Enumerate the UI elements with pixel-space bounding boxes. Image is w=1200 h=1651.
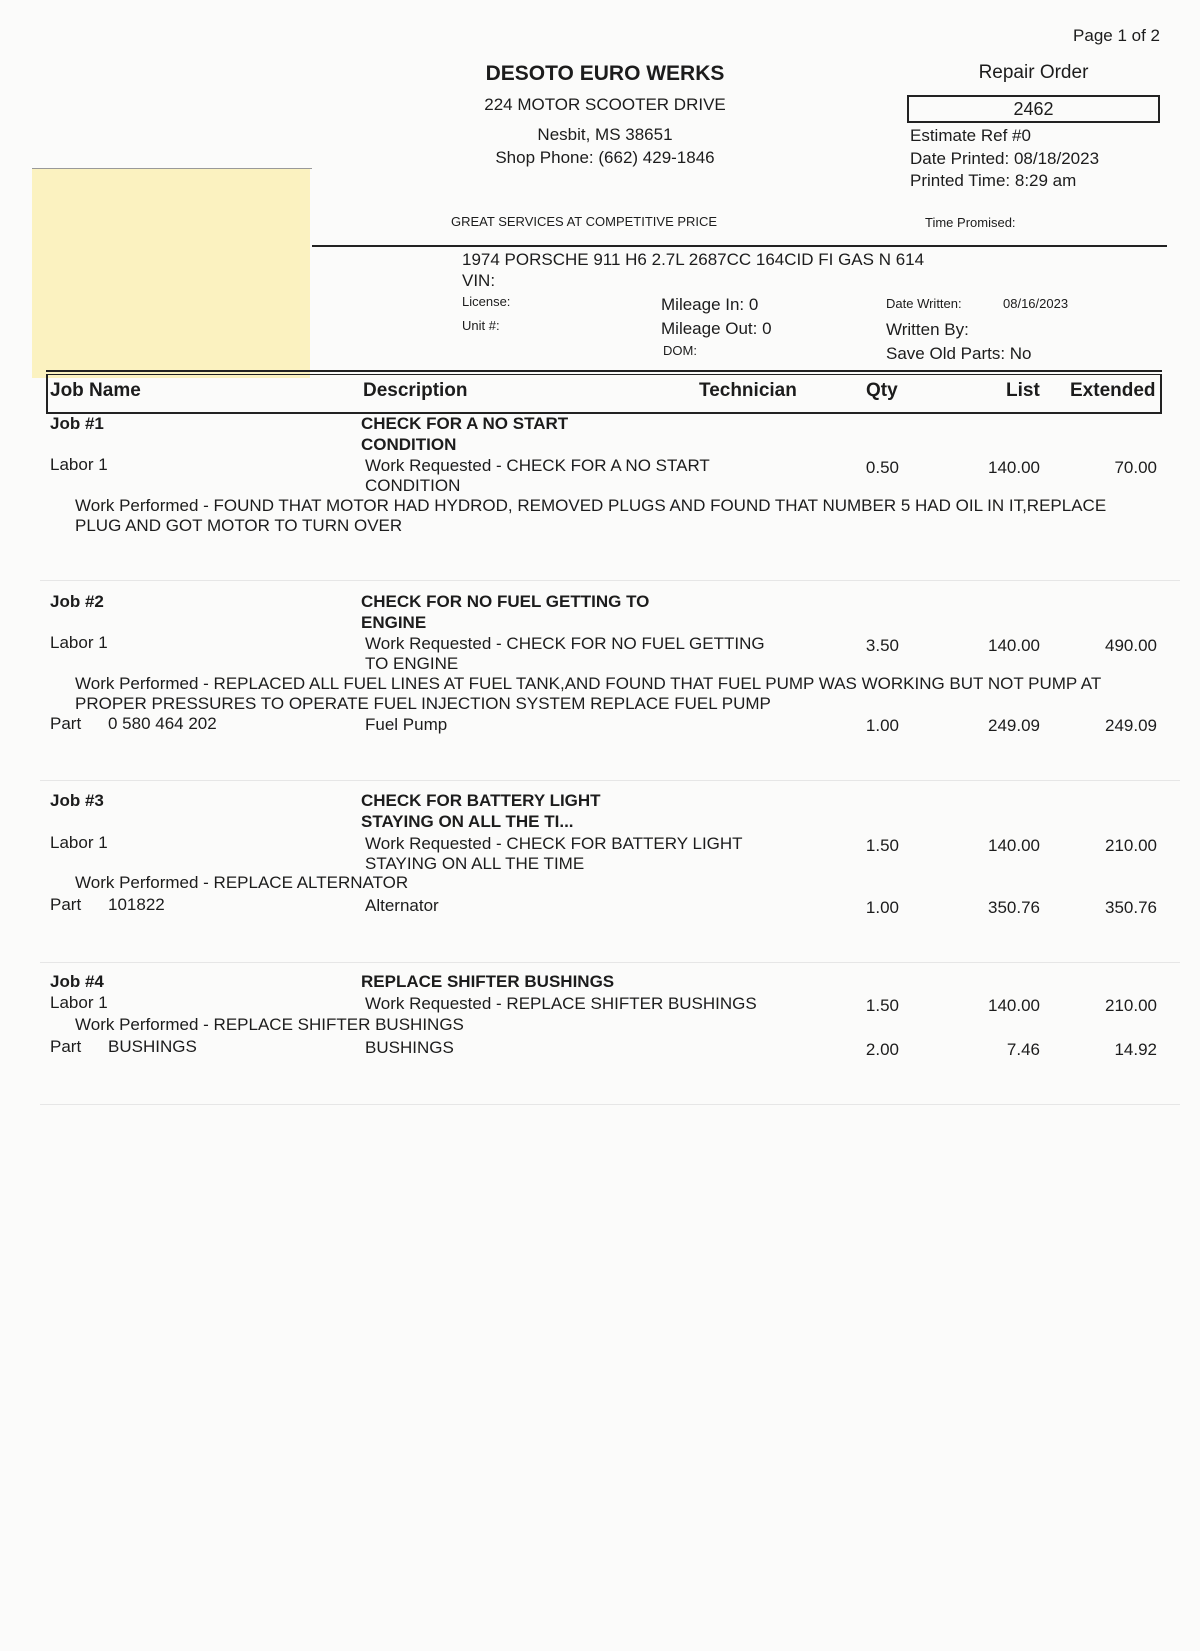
- vehicle-description: 1974 PORSCHE 911 H6 2.7L 2687CC 164CID FI GAS N 614: [462, 250, 925, 269]
- written-by: Written By:: [886, 320, 969, 339]
- work-performed-line2: PLUG AND GOT MOTOR TO TURN OVER: [75, 516, 403, 535]
- job-title-line1: CHECK FOR A NO START: [361, 414, 569, 433]
- shop-city: Nesbit, MS 38651: [537, 125, 673, 144]
- work-requested-line2: CONDITION: [365, 476, 461, 495]
- header-divider: [312, 245, 1167, 247]
- date-printed: Date Printed: 08/18/2023: [910, 149, 1100, 168]
- part-list: 7.46: [1006, 1040, 1040, 1059]
- work-performed-line2: PROPER PRESSURES TO OPERATE FUEL INJECTION SYSTEM REPLACE FUEL PUMP: [75, 694, 771, 713]
- save-old-parts: Save Old Parts: No: [886, 344, 1032, 363]
- repair-order-title: Repair Order: [978, 62, 1089, 83]
- labor-list: 140.00: [988, 996, 1040, 1015]
- job-title-line1: CHECK FOR BATTERY LIGHT: [361, 791, 601, 810]
- part-qty: 1.00: [865, 898, 899, 917]
- part-number: 101822: [108, 895, 165, 914]
- repair-order-number: 2462: [907, 95, 1160, 123]
- job-label: Job #1: [50, 414, 104, 433]
- labor-list: 140.00: [988, 836, 1040, 855]
- shop-address: 224 MOTOR SCOOTER DRIVE: [484, 95, 726, 114]
- job-title-line2: STAYING ON ALL THE TI...: [361, 812, 574, 831]
- labor-label: Labor 1: [50, 833, 108, 852]
- work-requested-line2: STAYING ON ALL THE TIME: [365, 854, 585, 873]
- labor-extended: 210.00: [1105, 996, 1157, 1015]
- work-requested-line1: Work Requested - CHECK FOR BATTERY LIGHT: [365, 834, 743, 853]
- page-indicator: Page 1 of 2: [1073, 26, 1160, 45]
- labor-qty: 1.50: [865, 836, 899, 855]
- printed-time: Printed Time: 8:29 am: [910, 171, 1077, 190]
- labor-qty: 3.50: [865, 636, 899, 655]
- job-title-line2: ENGINE: [361, 613, 427, 632]
- date-written-value: 08/16/2023: [1003, 296, 1069, 311]
- part-description: BUSHINGS: [365, 1038, 454, 1057]
- sticky-note-edge: [32, 168, 312, 169]
- labor-extended: 210.00: [1105, 836, 1157, 855]
- work-performed-line1: Work Performed - REPLACE ALTERNATOR: [75, 873, 409, 892]
- labor-extended: 70.00: [1114, 458, 1157, 477]
- job-label: Job #3: [50, 791, 104, 810]
- col-job-name: Job Name: [50, 380, 141, 401]
- part-extended: 14.92: [1114, 1040, 1157, 1059]
- work-performed-line1: Work Performed - FOUND THAT MOTOR HAD HYDROD, REMOVED PLUGS AND FOUND THAT NUMBER 5 HAD OIL IN IT,REPLACE: [75, 496, 1107, 515]
- columns-top-rule: [46, 370, 1162, 372]
- mileage-out: Mileage Out: 0: [661, 319, 772, 338]
- work-performed-line1: Work Performed - REPLACED ALL FUEL LINES AT FUEL TANK,AND FOUND THAT FUEL PUMP WAS WORKING BUT NOT PUMP AT: [75, 674, 1102, 693]
- job-divider: [40, 780, 1180, 781]
- columns-header-box: [46, 374, 1162, 414]
- job-title-line1: REPLACE SHIFTER BUSHINGS: [361, 972, 615, 991]
- redaction-sticky-note: [32, 168, 310, 378]
- vin-label: VIN:: [462, 271, 496, 290]
- job-title-line1: CHECK FOR NO FUEL GETTING TO: [361, 592, 650, 611]
- shop-slogan: GREAT SERVICES AT COMPETITIVE PRICE: [451, 214, 718, 229]
- job-divider: [40, 1104, 1180, 1105]
- work-requested-line1: Work Requested - CHECK FOR A NO START: [365, 456, 710, 475]
- col-technician: Technician: [699, 380, 797, 401]
- job-divider: [40, 962, 1180, 963]
- part-qty: 2.00: [865, 1040, 899, 1059]
- labor-label: Labor 1: [50, 633, 108, 652]
- col-extended: Extended: [1070, 380, 1156, 401]
- labor-qty: 0.50: [865, 458, 899, 477]
- unit-label: Unit #:: [462, 318, 500, 333]
- job-label: Job #2: [50, 592, 104, 611]
- work-performed-line1: Work Performed - REPLACE SHIFTER BUSHINGS: [75, 1015, 464, 1034]
- license-label: License:: [462, 294, 511, 309]
- estimate-ref: Estimate Ref #0: [910, 126, 1031, 145]
- labor-list: 140.00: [988, 636, 1040, 655]
- part-description: Alternator: [365, 896, 439, 915]
- labor-label: Labor 1: [50, 993, 108, 1012]
- col-description: Description: [363, 380, 468, 401]
- labor-list: 140.00: [988, 458, 1040, 477]
- part-extended: 249.09: [1105, 716, 1157, 735]
- part-list: 350.76: [988, 898, 1040, 917]
- labor-label: Labor 1: [50, 455, 108, 474]
- part-list: 249.09: [988, 716, 1040, 735]
- work-requested-line2: TO ENGINE: [365, 654, 459, 673]
- part-label: Part: [50, 714, 82, 733]
- work-requested-line1: Work Requested - REPLACE SHIFTER BUSHINGS: [365, 994, 757, 1013]
- labor-qty: 1.50: [865, 996, 899, 1015]
- job-divider: [40, 580, 1180, 581]
- dom-label: DOM:: [663, 343, 697, 358]
- labor-extended: 490.00: [1105, 636, 1157, 655]
- work-requested-line1: Work Requested - CHECK FOR NO FUEL GETTING: [365, 634, 765, 653]
- time-promised: Time Promised:: [925, 215, 1016, 230]
- part-extended: 350.76: [1105, 898, 1157, 917]
- part-label: Part: [50, 895, 82, 914]
- shop-name: DESOTO EURO WERKS: [485, 62, 725, 85]
- col-list: List: [1006, 380, 1040, 401]
- part-number: 0 580 464 202: [108, 714, 217, 733]
- job-title-line2: CONDITION: [361, 435, 457, 454]
- part-qty: 1.00: [865, 716, 899, 735]
- part-description: Fuel Pump: [365, 715, 448, 734]
- col-qty: Qty: [866, 380, 898, 401]
- part-label: Part: [50, 1037, 82, 1056]
- date-written-label: Date Written:: [886, 296, 962, 311]
- part-number: BUSHINGS: [108, 1037, 197, 1056]
- shop-phone: Shop Phone: (662) 429-1846: [495, 148, 715, 167]
- job-label: Job #4: [50, 972, 104, 991]
- mileage-in: Mileage In: 0: [661, 295, 759, 314]
